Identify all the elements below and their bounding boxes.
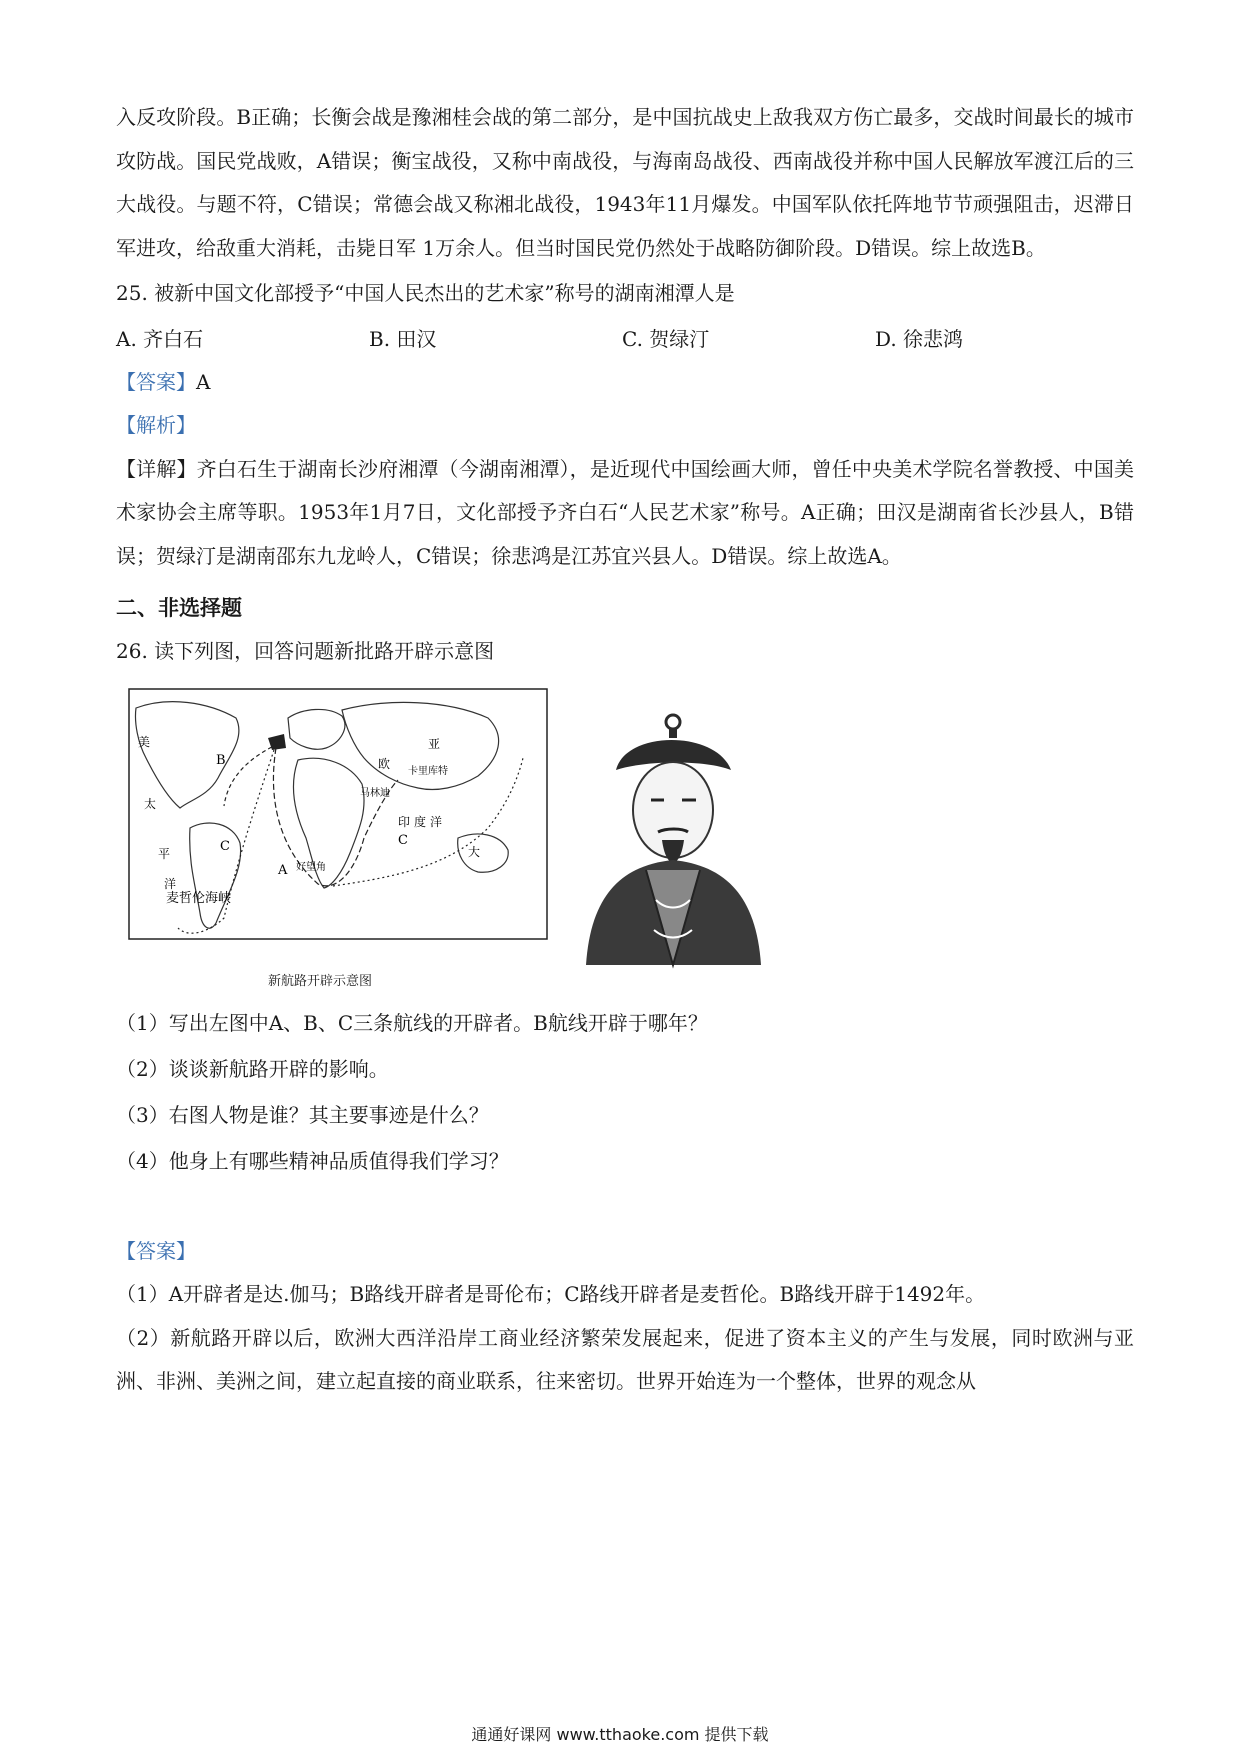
map-label: C xyxy=(220,838,230,854)
document-body xyxy=(116,96,1134,1404)
map-label: 洋 xyxy=(430,814,443,829)
map-label: 度 xyxy=(414,814,427,829)
map-label: A xyxy=(278,862,288,878)
map-label: 美 xyxy=(138,734,151,749)
map-label: 平 xyxy=(158,846,171,861)
map-label: 好望角 xyxy=(296,861,326,873)
detail-text: 齐白石生于湖南长沙府湘潭（今湖南湘潭），是近现代中国绘画大师，曾任中央美术学院名誉教授、中国美术家协会主席等职。1953年1月7日，文化部授予齐白石“人民艺术家”称号。A正确；田汉是湖南省长沙县人，B错误；贺绿汀是湖南邵东九龙岭人，C错误；徐悲鸿是江苏宜兴县人。D错误。综上故选A。 xyxy=(116,456,1134,568)
map-label: C xyxy=(398,832,408,848)
map-label: 洋 xyxy=(164,876,177,891)
q25-option-c: C. 贺绿汀 xyxy=(622,326,710,351)
q26-questions xyxy=(116,1000,1134,1184)
map-label: 亚 xyxy=(428,736,441,751)
q25-analysis-label: 【解析】 xyxy=(116,413,196,437)
page-footer: 通通好课网 www.tthaoke.com 提供下载 xyxy=(471,1725,769,1744)
portrait-image xyxy=(566,700,781,970)
q25-option-a: A. 齐白石 xyxy=(116,326,204,351)
map-label: 马林迪 xyxy=(360,787,390,799)
q26-stem: 26. 读下列图，回答问题新批路开辟示意图 xyxy=(116,639,495,663)
answer-value: A xyxy=(196,369,211,394)
q25-answer xyxy=(116,361,1134,405)
q26-question-3: （3）右图人物是谁？其主要事迹是什么？ xyxy=(116,1102,489,1127)
q25-options xyxy=(116,318,1134,361)
q26-answer-label: 【答案】 xyxy=(116,1238,196,1263)
map-label: 印 xyxy=(398,814,411,829)
continued-analysis: 入反攻阶段。B正确；长衡会战是豫湘桂会战的第二部分，是中国抗战史上敌我双方伤亡最多，交战时间最长的城市攻防战。国民党战败，A错误；衡宝战役，又称中南战役，与海南岛战役、西南战役并称中国人民解放军渡江后的三大战役。与题不符，C错误；常德会战又称湘北战役，1943年11月爆发。中国军队依托阵地节节顽强阻击，迟滞日军进攻，给敌重大消耗，击毙日军 1万余人。但当时国民党仍然处于战略防御阶段。D错误。综上故选B。 xyxy=(116,105,1134,260)
q25-option-b: B. 田汉 xyxy=(369,326,437,351)
answer-label: 【答案】 xyxy=(116,369,196,394)
map-label: 麦哲伦海峡 xyxy=(166,890,232,906)
q25-option-d: D. 徐悲鸿 xyxy=(875,326,964,351)
map-label: 太 xyxy=(144,796,157,811)
map-caption: 新航路开辟示意图 xyxy=(268,973,373,989)
map-label: 大 xyxy=(468,844,481,859)
q26-figure xyxy=(116,680,1134,1000)
q25-stem: 25. 被新中国文化部授予“中国人民杰出的艺术家”称号的湖南湘潭人是 xyxy=(116,281,735,305)
map-label: 欧 xyxy=(378,756,391,771)
q26-answer-1: （1）A开辟者是达.伽马；B路线开辟者是哥伦布；C路线开辟者是麦哲伦。B路线开辟于1492年。 xyxy=(116,1282,986,1306)
q26-question-4: （4）他身上有哪些精神品质值得我们学习？ xyxy=(116,1148,509,1173)
q25-detail xyxy=(116,448,1134,579)
map-label: B xyxy=(216,752,226,768)
q26-question-1: （1）写出左图中A、B、C三条航线的开辟者。B航线开辟于哪年？ xyxy=(116,1010,708,1035)
map-label: 卡里库特 xyxy=(408,765,448,777)
section-heading: 二、非选择题 xyxy=(116,596,242,620)
q26-question-2: （2）谈谈新航路开辟的影响。 xyxy=(116,1056,389,1081)
detail-label: 【详解】 xyxy=(116,456,197,481)
q26-answer-2: （2）新航路开辟以后，欧洲大西洋沿岸工商业经济繁荣发展起来，促进了资本主义的产生与发展，同时欧洲与亚洲、非洲、美洲之间，建立起直接的商业联系，往来密切。世界开始连为一个整体，世界的观念从 xyxy=(116,1325,1134,1393)
world-map-image xyxy=(128,688,548,963)
